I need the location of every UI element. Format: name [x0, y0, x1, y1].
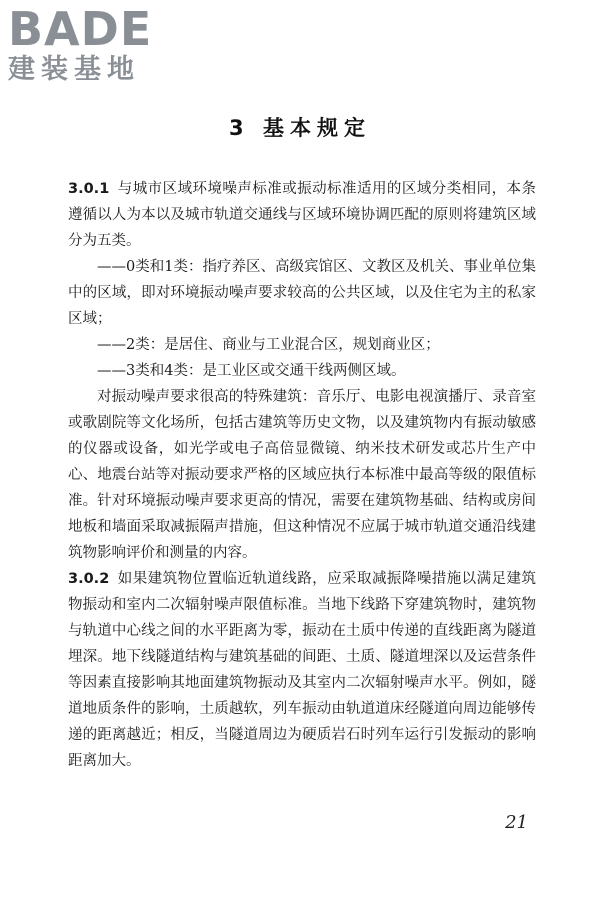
page-number: 21: [505, 812, 528, 833]
clause-3-0-1-paragraph-3: ——2类：是居住、商业与工业混合区，规划商业区；: [97, 337, 440, 353]
chapter-title: 3 基本规定: [229, 116, 371, 140]
paragraph-text: 如果建筑物位置临近轨道线路，应采取减振降噪措施以满足建筑物振动和室内二次辐射噪声限值标准。当地下线路下穿建筑物时，建筑物与轨道中心线之间的水平距离为零，振动在土质中传递的直线距离为隧道埋深。地下线隧道结构与建筑基础的间距、土质、隧道埋深以及运营条件等因素直接影响其地面建筑物振动及其室内二次辐射噪声水平。例如，隧道地质条件的影响，土质越软，列车振动由轨道道床经隧道向周边能够传递的距离越近；相反，当隧道周边为硬质岩石时列车运行引发振动的影响距离加大。: [68, 571, 536, 769]
clause-3-0-1-paragraph-2: ——0类和1类：指疗养区、高级宾馆区、文教区及机关、事业单位集中的区域，即对环境振动噪声要求较高的公共区域，以及住宅为主的私家区域；: [68, 259, 536, 327]
clause-3-0-1-paragraph-4: ——3类和4类：是工业区或交通干线两侧区域。: [97, 363, 406, 379]
clause-3-0-2-paragraph-1: [68, 566, 536, 774]
main-content: [68, 176, 536, 774]
clause-number: 3.0.2: [68, 571, 110, 587]
clause-number: 3.0.1: [68, 181, 110, 197]
clause-3-0-1-paragraph-1: [68, 176, 536, 254]
logo-subtitle: 建装基地: [8, 54, 140, 85]
paragraph-text: 与城市区域环境噪声标准或振动标准适用的区域分类相同，本条遵循以人为本以及城市轨道交通线与区域环境协调匹配的原则将建筑区域分为五类。: [68, 181, 536, 249]
logo-wordmark: BADE: [8, 2, 153, 56]
clause-3-0-1-paragraph-5: 对振动噪声要求很高的特殊建筑：音乐厅、电影电视演播厅、录音室或歌剧院等文化场所，包括古建筑等历史文物，以及建筑物内有振动敏感的仪器或设备，如光学或电子高倍显微镜、纳米技术研发或芯片生产中心、地震台站等对振动要求严格的区域应执行本标准中最高等级的限值标准。针对环境振动噪声要求更高的情况，需要在建筑物基础、结构或房间地板和墙面采取减振隔声措施，但这种情况不应属于城市轨道交通沿线建筑物影响评价和测量的内容。: [68, 389, 536, 561]
logo: [8, 4, 178, 92]
